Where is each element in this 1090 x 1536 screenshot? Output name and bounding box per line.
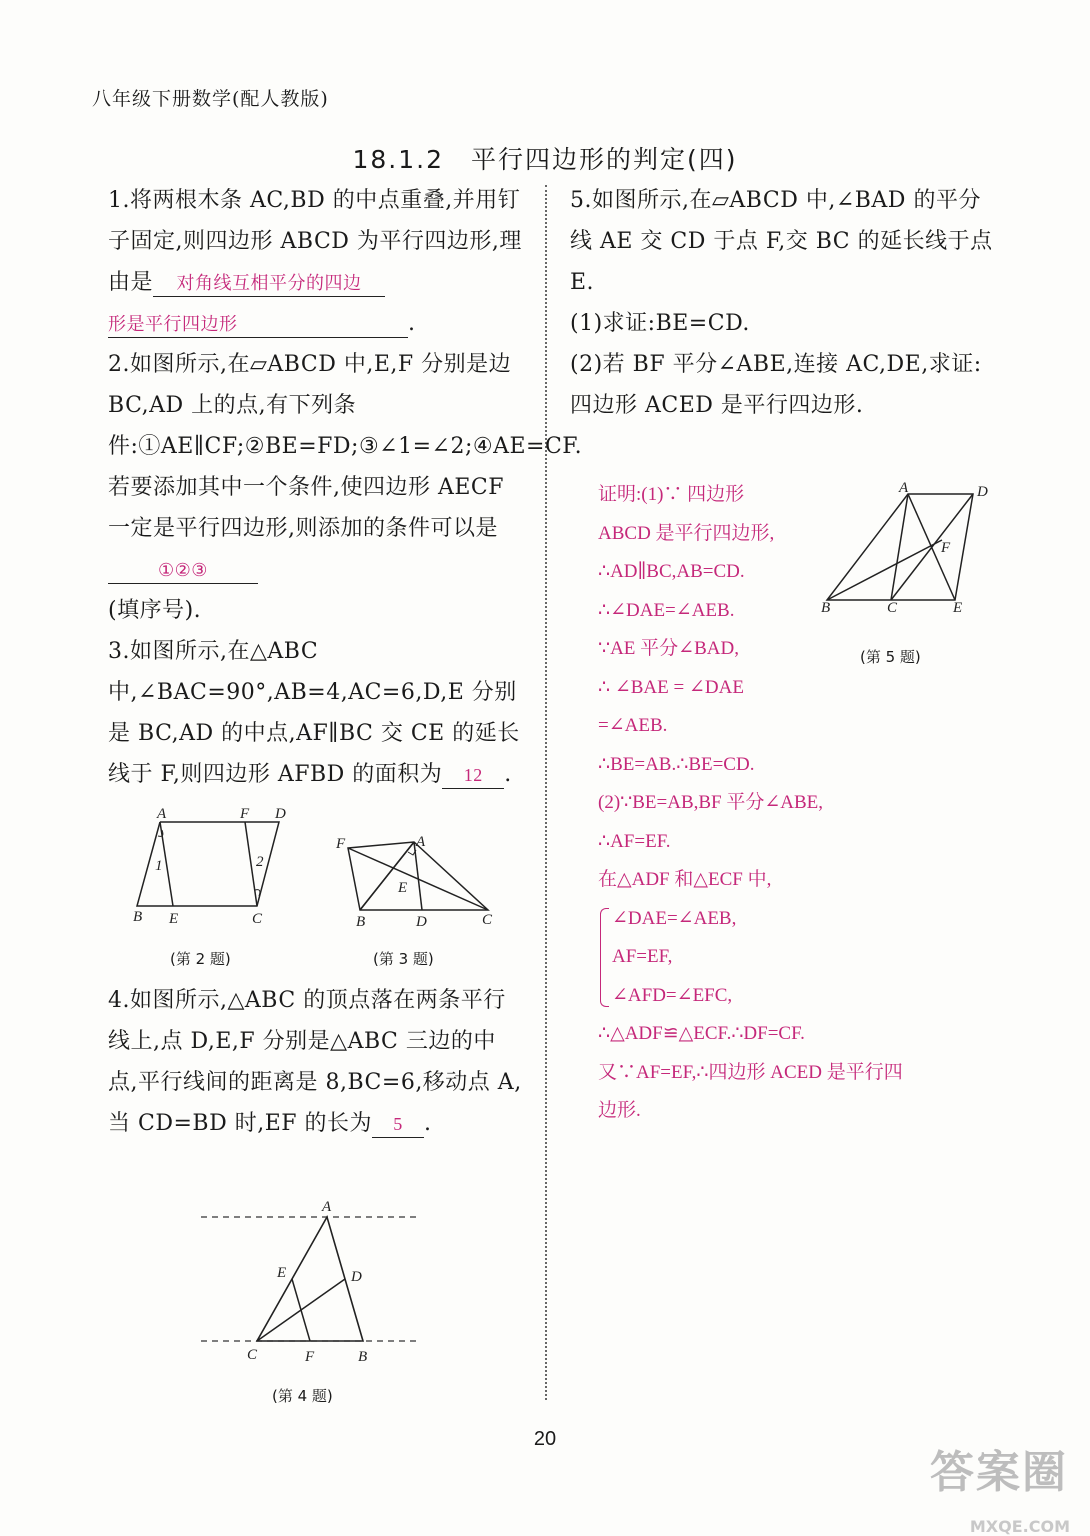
fig2-label-D: D (275, 808, 286, 822)
proof-brace-group (598, 900, 1018, 1016)
proof-line: 边形. (598, 1100, 641, 1121)
book-header: 八年级下册数学(配人教版) (92, 88, 329, 110)
question-3-text: 3.如图所示,在△ABC 中,∠BAC=90°,AB=4,AC=6,D,E 分别是 BC,AD 的中点,AF∥BC 交 CE 的延长线于 F,则四边形 AFBD 的面积为 (108, 639, 520, 787)
fig3-label-F: F (336, 836, 346, 852)
proof-line: ∴△ADF≌△ECF.∴DF=CF. (598, 1023, 805, 1044)
question-5 (570, 180, 1000, 426)
caption-fig4: (第 4 题) (272, 1387, 333, 1405)
column-divider (545, 185, 547, 1400)
proof-line: AF=EF, (612, 946, 673, 967)
question-5-text: 5.如图所示,在▱ABCD 中,∠BAD 的平分线 AE 交 CD 于点 F,交 BC 的延长线于点 E. (570, 188, 993, 295)
question-5-part-1: (1)求证:BE=CD. (570, 311, 750, 336)
figure-2 (125, 808, 295, 933)
proof-line: ∴AD∥BC,AB=CD. (598, 561, 745, 582)
question-1-text: 1.将两根木条 AC,BD 的中点重叠,并用钉子固定,则四边形 ABCD 为平行四边形,理由是 (108, 188, 522, 295)
fig2-angle-2: 2 (256, 854, 264, 870)
proof-line: 在△ADF 和△ECF 中, (598, 869, 772, 890)
fig2-label-F: F (240, 808, 250, 822)
proof-line: ∠DAE=∠AEB, (612, 907, 737, 929)
question-2-text: 2.如图所示,在▱ABCD 中,E,F 分别是边 BC,AD 上的点,有下列条件:①AE∥CF;②BE=FD;③∠1=∠2;④AE=CF.若要添加其中一个条件,使四边形 AECF 一定是平行四边形,则添加的条件可以是 (108, 352, 583, 541)
fig2-label-B: B (133, 909, 143, 925)
question-2 (108, 344, 583, 631)
fig5-label-A: A (899, 480, 909, 496)
question-1 (108, 180, 523, 344)
caption-fig3: (第 3 题) (373, 950, 434, 968)
watermark-url: MXQE.COM (969, 1517, 1070, 1536)
fig5-label-C: C (887, 600, 898, 616)
section-title: 18.1.2 平行四边形的判定(四) (352, 145, 738, 174)
proof-line: ∠AFD=∠EFC, (612, 984, 733, 1006)
proof-line: 又∵AF=EF,∴四边形 ACED 是平行四 (598, 1061, 903, 1083)
page-number: 20 (533, 1428, 557, 1450)
question-1-end: . (408, 311, 416, 336)
fig4-label-B: B (358, 1349, 368, 1365)
fig3-label-B: B (356, 914, 366, 930)
proof-line: ∴ ∠BAE = ∠DAE (598, 676, 744, 698)
proof-line: (2)∵BE=AB,BF 平分∠ABE, (598, 792, 824, 813)
proof-line: 证明:(1)∵ 四边形 (598, 484, 745, 505)
fig4-label-A: A (322, 1199, 332, 1215)
fig3-label-C: C (482, 912, 493, 928)
proof-line: ABCD 是平行四边形, (598, 522, 775, 544)
question-4-answer: 5 (372, 1111, 424, 1138)
left-column (108, 180, 583, 795)
figure-4 (195, 1195, 425, 1370)
fig3-label-E: E (398, 880, 408, 896)
question-5-part-2: (2)若 BF 平分∠ABE,连接 AC,DE,求证:四边形 ACED 是平行四边形. (570, 352, 982, 418)
proof-line: =∠AEB. (598, 715, 668, 736)
fig2-label-E: E (169, 911, 179, 927)
question-4-text: 4.如图所示,△ABC 的顶点落在两条平行线上,点 D,E,F 分别是△ABC 三边的中点,平行线间的距离是 8,BC=6,移动点 A,当 CD=BD 时,EF 的长为 (108, 988, 522, 1136)
fig5-label-B: B (821, 600, 831, 616)
proof-answer (598, 476, 1018, 1131)
proof-line: ∵AE 平分∠BAD, (598, 638, 739, 659)
fig4-label-D: D (351, 1269, 362, 1285)
fig4-label-E: E (277, 1265, 287, 1281)
question-1-answer-b: 形是平行四边形 (108, 311, 408, 338)
caption-fig5: (第 5 题) (860, 648, 921, 666)
question-3-answer: 12 (442, 762, 504, 789)
fig2-angle-1: 1 (155, 858, 163, 874)
fig4-label-F: F (305, 1349, 315, 1365)
question-2-end: (填序号). (108, 598, 202, 623)
fig3-label-D: D (416, 914, 427, 930)
caption-fig2: (第 2 题) (170, 950, 231, 968)
fig5-label-E: E (953, 600, 963, 616)
question-3-end: . (504, 762, 512, 787)
proof-line: ∴∠DAE=∠AEB. (598, 599, 735, 621)
fig2-label-C: C (252, 911, 263, 927)
proof-line: ∴AF=EF. (598, 830, 671, 852)
watermark-logo: 答案圈 (930, 1447, 1068, 1498)
question-2-answer: ①②③ (108, 557, 258, 584)
question-1-answer-a: 对角线互相平分的四边 (153, 270, 385, 297)
fig2-label-A: A (157, 808, 167, 822)
fig3-label-A: A (416, 834, 426, 850)
fig5-label-F: F (941, 540, 951, 556)
question-4-end: . (424, 1111, 432, 1136)
figure-3 (330, 832, 500, 932)
fig5-label-D: D (977, 484, 988, 500)
fig4-label-C: C (247, 1347, 258, 1363)
proof-line: ∴BE=AB.∴BE=CD. (598, 753, 755, 775)
question-4 (108, 980, 523, 1144)
question-3 (108, 631, 523, 795)
